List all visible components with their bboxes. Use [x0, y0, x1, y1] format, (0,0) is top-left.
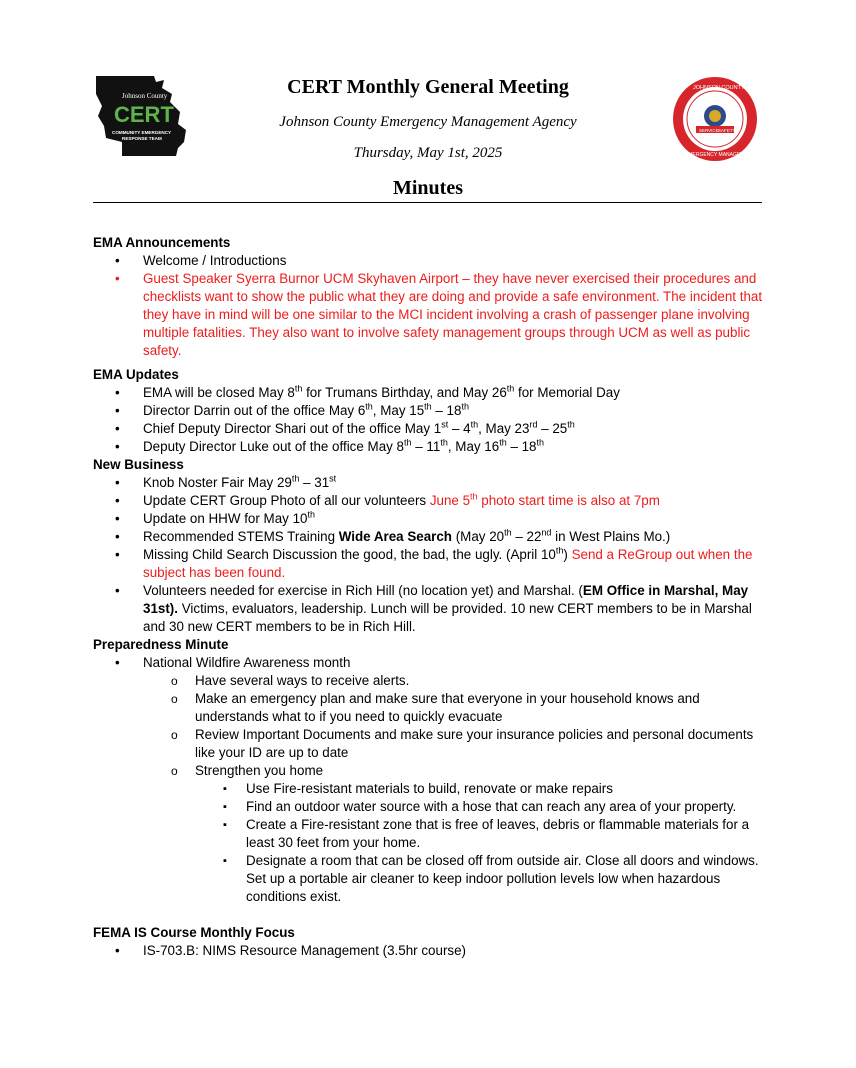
list-item: • Volunteers needed for exercise in Rich Hill (no location yet) and Marshal. (EM Office in Marshal, May 31st). Victims, evaluators, leadership. Lunch will be provided. 10 new CERT members to be in Marshal and 30 new CERT members to be in Rich Hill. [93, 582, 765, 636]
meeting-title: CERT Monthly General Meeting [287, 76, 569, 98]
seal-left-word: SERVICE [699, 128, 719, 133]
logo-line4: RESPONSE TEAM [122, 136, 162, 141]
list-item: • EMA will be closed May 8th for Trumans Birthday, and May 26th for Memorial Day [93, 384, 765, 402]
sub-sub-list-item: ▪ Create a Fire-resistant zone that is free of leaves, debris or flammable materials for a least 30 feet from your home. [93, 816, 765, 852]
sub-list-item: o Make an emergency plan and make sure that everyone in your household knows and understands what to if you need to quickly evacuate [93, 690, 765, 726]
list-item: • Deputy Director Luke out of the office May 8th – 11th, May 16th – 18th [93, 438, 765, 456]
seal-top-text: JOHNSON COUNTY [693, 85, 745, 91]
ema-seal-icon [668, 76, 762, 162]
logo-line2: CERT [114, 102, 174, 127]
sub-list-item: o Strengthen you home [93, 762, 765, 780]
section-heading-ema-updates: EMA Updates [93, 367, 179, 382]
sub-sub-list-item: ▪ Find an outdoor water source with a hose that can reach any area of your property. [93, 798, 765, 816]
section-heading-ema-announcements: EMA Announcements [93, 235, 231, 250]
section-heading-new-business: New Business [93, 457, 184, 472]
seal-right-word: SAFETY [718, 128, 736, 133]
list-item: • Update on HHW for May 10th [93, 510, 765, 528]
minutes-body [93, 234, 765, 960]
header-divider [93, 202, 762, 203]
list-item: • Recommended STEMS Training Wide Area Search (May 20th – 22nd in West Plains Mo.) [93, 528, 765, 546]
ema-announcements-list [93, 252, 765, 360]
logo-line1: Johnson County [122, 92, 168, 100]
list-item: • Director Darrin out of the office May 6th, May 15th – 18th [93, 402, 765, 420]
preparedness-list [93, 654, 765, 906]
list-item: • Update CERT Group Photo of all our volunteers June 5th photo start time is also at 7pm [93, 492, 765, 510]
list-item: • Knob Noster Fair May 29th – 31st [93, 474, 765, 492]
sub-sub-list-item: ▪ Use Fire-resistant materials to build, renovate or make repairs [93, 780, 765, 798]
sub-list-item: o Have several ways to receive alerts. [93, 672, 765, 690]
list-item: • IS-703.B: NIMS Resource Management (3.5hr course) [93, 942, 765, 960]
logo-line3: COMMUNITY EMERGENCY [112, 130, 172, 135]
sub-sub-list-item: ▪ Designate a room that can be closed off from outside air. Close all doors and windows. Set up a portable air cleaner to keep indoor pollution levels low when hazardous conditions exist. [93, 852, 765, 906]
list-item: • National Wildfire Awareness month [93, 654, 765, 672]
seal-bottom-text: EMERGENCY MANAGEMENT [685, 152, 755, 158]
new-business-list [93, 474, 765, 636]
meeting-date: Thursday, May 1st, 2025 [353, 145, 503, 161]
agency-name: Johnson County Emergency Management Agency [279, 114, 577, 130]
fema-list [93, 942, 765, 960]
list-item: • Guest Speaker Syerra Burnor UCM Skyhaven Airport – they have never exercised their procedures and checklists want to show the public what they are doing and provide a safe environment. The incident that they have in mind will be one similar to the MCI incident involving a crash of passenger plane involving multiple fatalities. They also want to involve safety management groups through UCM as well as public safety. [93, 270, 765, 360]
section-heading-preparedness-minute: Preparedness Minute [93, 637, 229, 652]
section-heading-fema-course: FEMA IS Course Monthly Focus [93, 925, 295, 940]
document-type-heading: Minutes [393, 177, 463, 199]
ema-updates-list [93, 384, 765, 456]
sub-list-item: o Review Important Documents and make sure your insurance policies and personal documents like your ID are up to date [93, 726, 765, 762]
list-item: • Missing Child Search Discussion the good, the bad, the ugly. (April 10th) Send a ReGroup out when the subject has been found. [93, 546, 765, 582]
list-item: • Welcome / Introductions [93, 252, 765, 270]
list-item: • Chief Deputy Director Shari out of the office May 1st – 4th, May 23rd – 25th [93, 420, 765, 438]
